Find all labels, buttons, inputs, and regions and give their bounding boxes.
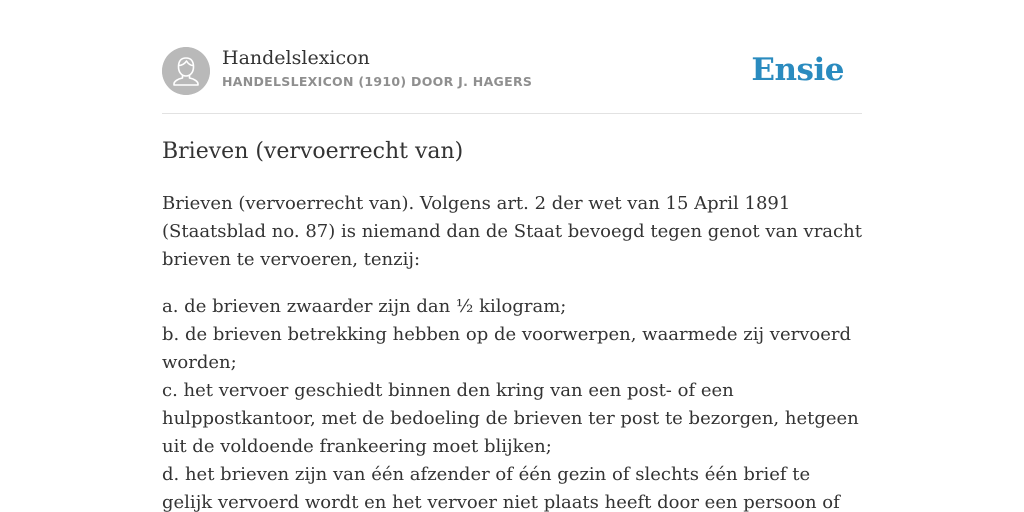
source-subtitle: HANDELSLEXICON (1910) DOOR J. HAGERS xyxy=(222,74,533,89)
article-item-c: c. het vervoer geschiedt binnen den kring van een post- of een hulppostkantoor, met de bedoeling de brieven ter post te bezorgen, hetgeen uit de voldoende frankeering moet blijken; xyxy=(162,380,859,457)
user-icon[interactable] xyxy=(162,47,210,95)
article-item-a: a. de brieven zwaarder zijn dan ½ kilogram; xyxy=(162,296,567,317)
ensie-logo[interactable]: Ensie xyxy=(751,52,844,88)
article-item-d: d. het brieven zijn van één afzender of één gezin of slechts één brief te gelijk vervoerd wordt en het vervoer niet plaats heeft door een persoon of xyxy=(162,464,840,512)
article-body xyxy=(162,190,862,512)
header-divider xyxy=(162,113,862,114)
source-title[interactable]: Handelslexicon xyxy=(222,47,370,69)
article-intro: Brieven (vervoerrecht van). Volgens art. 2 der wet van 15 April 1891 (Staatsblad no. 87) is niemand dan de Staat bevoegd tegen genot van vracht brieven te vervoeren, tenzij: xyxy=(162,193,862,270)
article-item-b: b. de brieven betrekking hebben op de voorwerpen, waarmede zij vervoerd worden; xyxy=(162,324,852,373)
source-header xyxy=(162,46,862,96)
article-title: Brieven (vervoerrecht van) xyxy=(162,139,464,164)
